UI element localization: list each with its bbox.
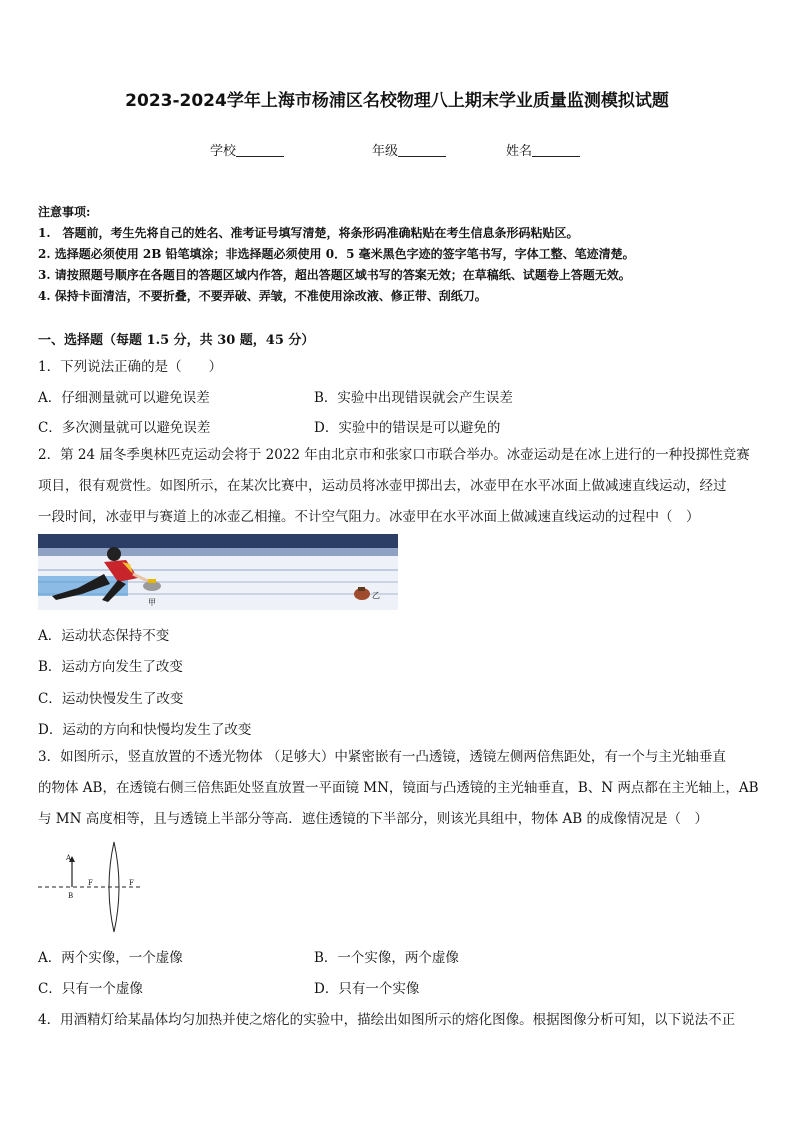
focus-right-label: F bbox=[129, 879, 134, 887]
q2-option-c[interactable]: C．运动快慢发生了改变 bbox=[38, 691, 184, 707]
q3-option-b[interactable]: B．一个实像，两个虚像 bbox=[314, 950, 459, 966]
q3-stem-line-3: 与 MN 高度相等，且与透镜上半部分等高．遮住透镜的下半部分，则该光具组中，物体 AB 的成像情况是（ ） bbox=[38, 811, 708, 827]
focus-left-label: F bbox=[88, 879, 93, 887]
school-label: 学校 bbox=[210, 144, 237, 159]
q3-option-a[interactable]: A．两个实像，一个虚像 bbox=[38, 950, 183, 966]
stone-yi-label: 乙 bbox=[372, 591, 380, 600]
q3-stem bbox=[38, 742, 758, 835]
point-b-label: B bbox=[68, 892, 74, 900]
q3-option-c[interactable]: C．只有一个虚像 bbox=[38, 981, 143, 997]
q2-stem-line-1: 2．第 24 届冬季奥林匹克运动会将于 2022 年由北京市和张家口市联合举办。冰壶运动是在冰上进行的一种投掷性竞赛 bbox=[38, 447, 750, 463]
q2-stem-line-3: 一段时间，冰壶甲与赛道上的冰壶乙相撞。不计空气阻力。冰壶甲在水平冰面上做减速直线运动的过程中（ ） bbox=[38, 509, 700, 525]
q2-stem-line-2: 项目，很有观赏性。如图所示，在某次比赛中，运动员将冰壶甲掷出去，冰壶甲在水平冰面上做减速直线运动，经过 bbox=[38, 478, 727, 494]
name-blank[interactable] bbox=[532, 143, 580, 157]
q3-stem-line-1: 3．如图所示，竖直放置的不透光物体 （足够大）中紧密嵌有一凸透镜，透镜左侧两倍焦距处，有一个与主光轴垂直 bbox=[38, 749, 726, 765]
q2-option-b[interactable]: B．运动方向发生了改变 bbox=[38, 659, 183, 675]
lens-diagram bbox=[38, 840, 142, 936]
section-heading: 一、选择题（每题 1.5 分，共 30 题，45 分） bbox=[38, 333, 315, 348]
notice-item-1: 1. 答题前，考生先将自己的姓名、准考证号填写清楚，将条形码准确粘贴在考生信息条形码粘贴区。 bbox=[38, 226, 579, 240]
q4-stem: 4．用酒精灯给某晶体均匀加热并使之熔化的实验中，描绘出如图所示的熔化图像。根据图像分析可知，以下说法不正 bbox=[38, 1012, 736, 1028]
notice-heading: 注意事项: bbox=[38, 205, 91, 219]
point-a-label: A bbox=[66, 854, 72, 862]
name-label: 姓名 bbox=[506, 144, 533, 159]
notice-item-3: 3. 请按照题号顺序在各题目的答题区域内作答，超出答题区域书写的答案无效；在草稿纸、试题卷上答题无效。 bbox=[38, 268, 631, 282]
grade-label: 年级 bbox=[372, 144, 399, 159]
notice-item-2: 2. 选择题必须使用 2B 铅笔填涂；非选择题必须使用 0．5 毫米黑色字迹的签字笔书写，字体工整、笔迹清楚。 bbox=[38, 247, 635, 261]
q2-option-d[interactable]: D．运动的方向和快慢均发生了改变 bbox=[38, 722, 252, 738]
q2-stem bbox=[38, 440, 758, 533]
curling-photo bbox=[38, 534, 398, 610]
q2-option-a[interactable]: A．运动状态保持不变 bbox=[38, 628, 170, 644]
q1-option-c[interactable]: C．多次测量就可以避免误差 bbox=[38, 420, 211, 436]
q3-option-d[interactable]: D．只有一个实像 bbox=[314, 981, 420, 997]
grade-field[interactable] bbox=[372, 140, 446, 159]
name-field[interactable] bbox=[506, 140, 580, 159]
q3-stem-line-2: 的物体 AB，在透镜右侧三倍焦距处竖直放置一平面镜 MN，镜面与凸透镜的主光轴垂直，B、N 两点都在主光轴上，AB bbox=[38, 780, 759, 796]
q1-option-a[interactable]: A．仔细测量就可以避免误差 bbox=[38, 390, 210, 406]
page-title: 2023-2024学年上海市杨浦区名校物理八上期末学业质量监测模拟试题 bbox=[125, 91, 669, 111]
q1-option-b[interactable]: B．实验中出现错误就会产生误差 bbox=[314, 390, 513, 406]
stone-jia-label: 甲 bbox=[148, 598, 156, 607]
school-blank[interactable] bbox=[236, 143, 284, 157]
q1-stem: 1．下列说法正确的是（ ） bbox=[38, 359, 223, 375]
notice-item-4: 4. 保持卡面清洁，不要折叠，不要弄破、弄皱，不准使用涂改液、修正带、刮纸刀。 bbox=[38, 289, 487, 303]
q1-option-d[interactable]: D．实验中的错误是可以避免的 bbox=[314, 420, 501, 436]
grade-blank[interactable] bbox=[398, 143, 446, 157]
school-field[interactable] bbox=[210, 140, 284, 159]
